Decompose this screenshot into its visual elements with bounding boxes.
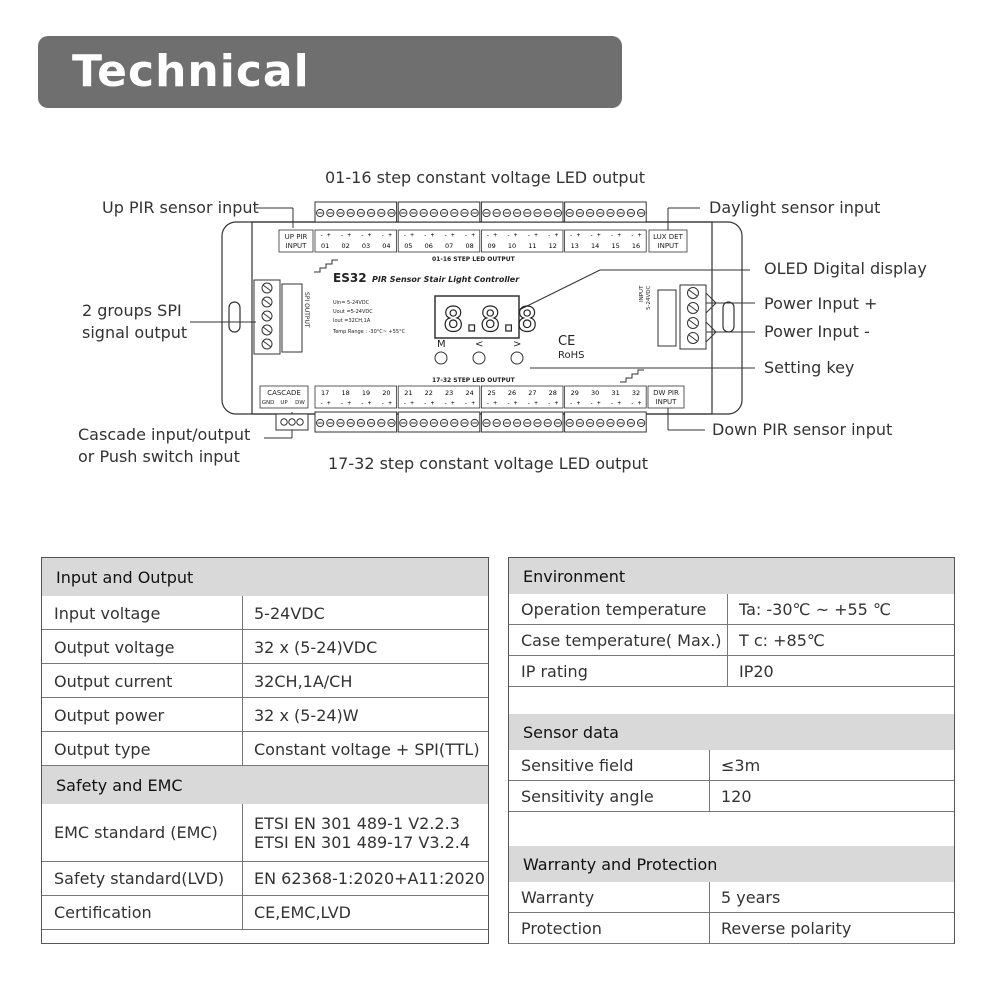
spec-line: Uout =5-24VDC	[333, 309, 373, 315]
polarity-label: - +	[423, 232, 435, 239]
channel-number: 29	[570, 389, 579, 397]
channel-number: 26	[507, 389, 517, 397]
channel-number: 09	[487, 242, 496, 250]
channel-number: 14	[591, 242, 600, 250]
input-output-table	[41, 557, 489, 944]
cascade-pin-label: UP	[280, 400, 288, 406]
table-row	[42, 698, 488, 732]
parameter-value: ETSI EN 301 489-1 V2.2.3 ETSI EN 301 489-17 V3.2.4	[254, 813, 471, 852]
screw-terminal	[297, 419, 303, 425]
channel-number: 32	[631, 389, 641, 397]
parameter-value: CE,EMC,LVD	[254, 903, 351, 923]
parameter-label: IP rating	[521, 662, 588, 681]
parameter-label: Warranty	[521, 888, 595, 907]
polarity-label: - +	[380, 400, 392, 407]
up-pir-callout: Up PIR sensor input	[102, 198, 259, 217]
polarity-label: - +	[486, 400, 498, 407]
channel-number: 25	[487, 389, 496, 397]
rohs-mark: RoHS	[558, 350, 585, 361]
channel-number: 27	[528, 389, 537, 397]
section-header: Safety and EMC	[42, 766, 488, 804]
oled-readout: 8.8.8	[443, 300, 536, 340]
parameter-value: Constant voltage + SPI(TTL)	[254, 739, 480, 759]
parameter-label: Output voltage	[54, 637, 175, 657]
polarity-label: - +	[380, 232, 392, 239]
polarity-label: - +	[319, 232, 331, 239]
table-row	[509, 913, 954, 944]
section-header: Input and Output	[42, 558, 488, 596]
screw-terminal	[289, 419, 295, 425]
polarity-label: - +	[589, 400, 601, 407]
terminal-box-label: INPUT	[285, 242, 307, 250]
polarity-label: - +	[547, 400, 559, 407]
channel-number: 01	[321, 242, 330, 250]
table-row	[509, 781, 954, 812]
channel-number: 10	[507, 242, 517, 250]
polarity-label: - +	[443, 400, 455, 407]
top-step-label: 01-16 STEP LED OUTPUT	[432, 256, 515, 263]
spec-line: Iout =32CH,1A	[333, 318, 371, 324]
parameter-label: EMC standard (EMC)	[54, 823, 218, 843]
polarity-label: - +	[526, 400, 538, 407]
key-left	[473, 352, 485, 364]
parameter-value: 120	[721, 787, 752, 806]
parameter-label: Certification	[54, 903, 152, 923]
screw-terminal	[281, 419, 287, 425]
bottom-step-label: 17-32 STEP LED OUTPUT	[432, 377, 515, 384]
polarity-label: - +	[402, 400, 414, 407]
device-name: PIR Sensor Stair Light Controller	[372, 275, 520, 284]
terminal-box-label: INPUT	[655, 398, 677, 406]
polarity-label: - +	[569, 400, 581, 407]
channel-number: 16	[631, 242, 641, 250]
table-row	[509, 656, 954, 687]
cascade-pin-label: DW	[295, 400, 305, 406]
input-label: INPUT	[639, 285, 645, 302]
parameter-label: Operation temperature	[521, 600, 707, 619]
channel-number: 18	[341, 389, 350, 397]
oled-callout: OLED Digital display	[764, 259, 927, 278]
channel-number: 07	[445, 242, 454, 250]
polarity-label: - +	[443, 232, 455, 239]
input-voltage-label: 5-24VDC	[646, 285, 652, 310]
parameter-value: 5-24VDC	[254, 603, 325, 623]
polarity-label: - +	[402, 232, 414, 239]
polarity-label: - +	[360, 232, 372, 239]
polarity-label: - +	[340, 232, 352, 239]
parameter-label: Sensitive field	[521, 756, 634, 775]
polarity-label: - +	[526, 232, 538, 239]
table-row	[509, 750, 954, 781]
parameter-value: ≤3m	[721, 756, 761, 775]
terminal-box-label: LUX DET	[653, 233, 683, 241]
polarity-label: - +	[423, 400, 435, 407]
terminal-box-label: INPUT	[657, 242, 679, 250]
spi-callout: 2 groups SPI signal output	[82, 301, 188, 342]
key-m	[435, 352, 447, 364]
parameter-value: EN 62368-1:2020+A11:2020	[254, 869, 485, 889]
channel-number: 03	[361, 242, 371, 250]
parameter-value: IP20	[739, 662, 774, 681]
channel-number: 02	[341, 242, 350, 250]
spec-line: Temp Range : -30°C~ +55°C	[333, 329, 406, 335]
polarity-label: - +	[630, 232, 642, 239]
parameter-label: Protection	[521, 919, 602, 938]
polarity-label: - +	[506, 232, 518, 239]
channel-number: 08	[465, 242, 474, 250]
terminal-box-label: DW PIR	[653, 389, 679, 397]
table-row	[42, 596, 488, 630]
stair-icon-bottom	[620, 370, 644, 382]
parameter-label: Output power	[54, 705, 165, 725]
bottom-output-callout: 17-32 step constant voltage LED output	[328, 454, 648, 473]
polarity-label: - +	[630, 400, 642, 407]
table-row	[42, 896, 488, 930]
channel-number: 22	[424, 389, 433, 397]
terminal-box-label: UP PIR	[284, 233, 308, 241]
spi-output-label: SPI OUTPUT	[303, 292, 310, 328]
spec-line: Uin= 5-24VDC	[333, 300, 370, 306]
polarity-label: - +	[506, 400, 518, 407]
channel-number: 17	[321, 389, 330, 397]
parameter-value: T c: +85℃	[739, 631, 825, 650]
cascade-pin-label: GND	[261, 400, 275, 406]
top-output-callout: 01-16 step constant voltage LED output	[325, 168, 645, 187]
key-right	[511, 352, 523, 364]
down-pir-callout: Down PIR sensor input	[712, 420, 893, 439]
table-row	[42, 630, 488, 664]
power-terminal-block	[658, 285, 706, 349]
section-header: Sensor data	[509, 714, 954, 750]
key-label: >	[513, 339, 522, 350]
controller-wiring-diagram	[0, 150, 1000, 490]
channel-number: 20	[382, 389, 391, 397]
polarity-label: - +	[589, 232, 601, 239]
setting-keys	[435, 352, 523, 364]
channel-number: 13	[570, 242, 579, 250]
parameter-label: Case temperature( Max.)	[521, 631, 722, 650]
environment-table	[508, 557, 955, 944]
top-terminal-blocks	[315, 202, 646, 252]
mount-slot-right	[723, 302, 734, 332]
channel-number: 24	[465, 389, 474, 397]
table-row	[509, 625, 954, 656]
cascade-label: CASCADE	[267, 389, 301, 397]
ce-mark: CE	[558, 334, 576, 349]
parameter-value: 5 years	[721, 888, 781, 907]
channel-number: 28	[548, 389, 557, 397]
key-label: M	[437, 339, 446, 350]
polarity-label: - +	[464, 400, 476, 407]
channel-number: 23	[445, 389, 454, 397]
parameter-label: Output current	[54, 671, 173, 691]
parameter-value: Reverse polarity	[721, 919, 852, 938]
channel-number: 05	[404, 242, 413, 250]
section-header: Warranty and Protection	[509, 846, 954, 882]
parameter-value: 32 x (5-24)VDC	[254, 637, 378, 657]
polarity-label: - +	[610, 232, 622, 239]
polarity-label: - +	[486, 232, 498, 239]
cascade-callout: Cascade input/output or Push switch input	[78, 425, 251, 466]
channel-number: 21	[404, 389, 413, 397]
device-model: ES32	[333, 271, 367, 285]
polarity-label: - +	[360, 400, 372, 407]
polarity-label: - +	[340, 400, 352, 407]
channel-number: 12	[548, 242, 557, 250]
parameter-label: Sensitivity angle	[521, 787, 654, 806]
channel-number: 15	[611, 242, 620, 250]
key-label: <	[475, 339, 484, 350]
daylight-callout: Daylight sensor input	[709, 198, 881, 217]
spi-terminal-block	[254, 280, 302, 354]
polarity-label: - +	[464, 232, 476, 239]
parameter-label: Safety standard(LVD)	[54, 869, 225, 889]
table-row	[42, 732, 488, 766]
parameter-value: 32CH,1A/CH	[254, 671, 353, 691]
polarity-label: - +	[547, 232, 559, 239]
table-row	[509, 882, 954, 913]
section-header: Environment	[509, 558, 954, 594]
polarity-label: - +	[319, 400, 331, 407]
bottom-terminal-blocks	[315, 386, 646, 432]
table-row	[42, 862, 488, 896]
parameter-label: Output type	[54, 739, 151, 759]
setting-key-callout: Setting key	[764, 358, 855, 377]
table-row	[509, 594, 954, 625]
channel-number: 04	[382, 242, 391, 250]
parameter-label: Input voltage	[54, 603, 161, 623]
power-plus-callout: Power Input +	[764, 294, 878, 313]
polarity-label: - +	[569, 232, 581, 239]
channel-number: 31	[611, 389, 620, 397]
polarity-label: - +	[610, 400, 622, 407]
table-row	[42, 804, 488, 862]
channel-number: 11	[528, 242, 537, 250]
parameter-value: Ta: -30℃ ~ +55 ℃	[739, 600, 891, 619]
page-title: Technical Parameters	[38, 36, 622, 108]
power-minus-callout: Power Input -	[764, 322, 870, 341]
parameter-value: 32 x (5-24)W	[254, 705, 359, 725]
channel-number: 06	[424, 242, 433, 250]
mount-slot-left	[229, 302, 240, 332]
channel-number: 30	[591, 389, 600, 397]
channel-number: 19	[361, 389, 371, 397]
table-row	[42, 664, 488, 698]
